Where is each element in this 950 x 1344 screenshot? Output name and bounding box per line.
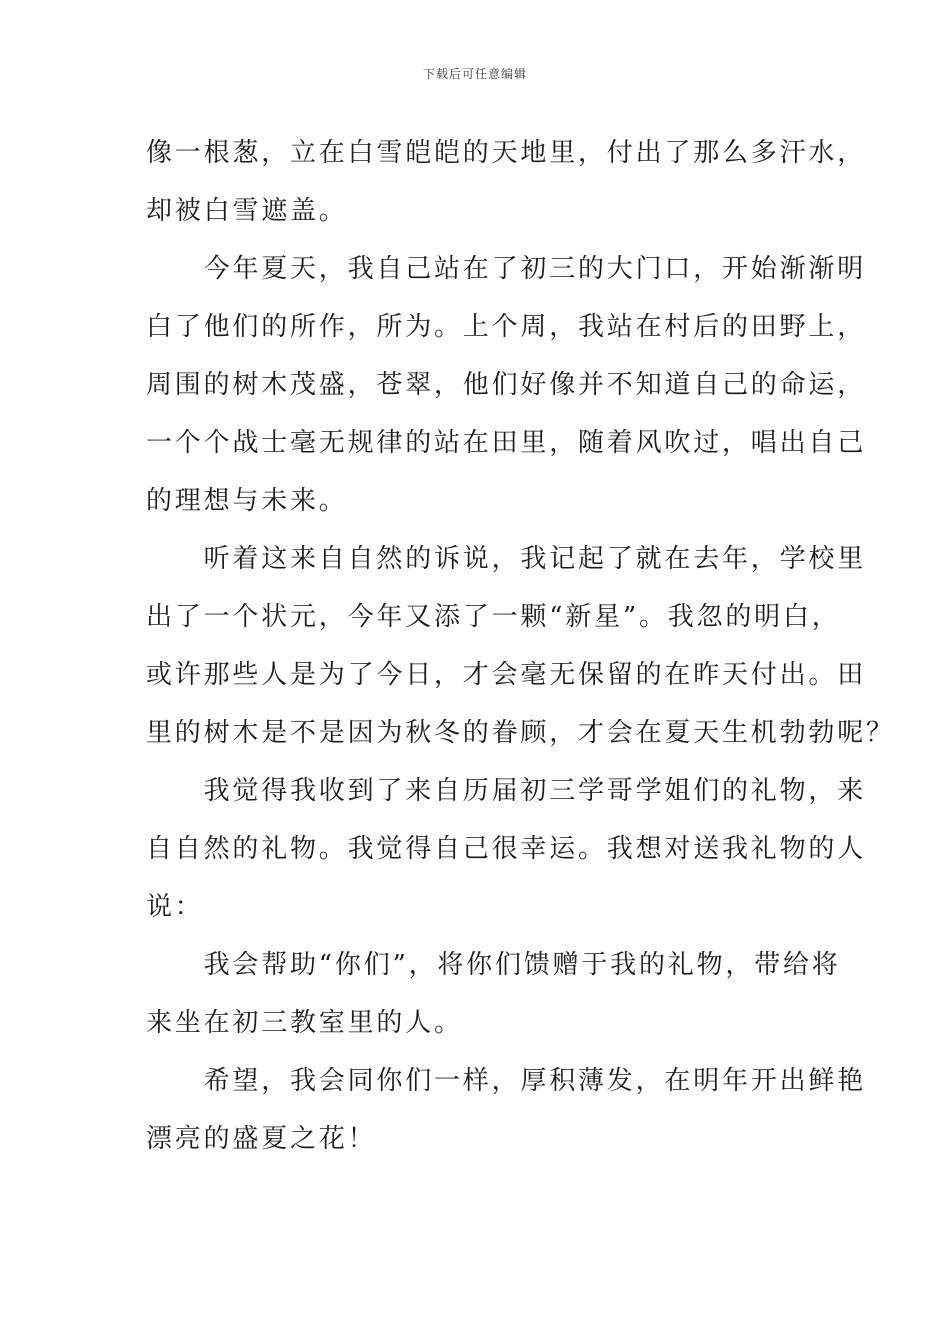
text-line: 说： [146, 892, 204, 922]
text-line: 里的树木是不是因为秋冬的眷顾，才会在夏天生机勃勃呢？ [146, 718, 895, 748]
text-line: 来坐在初三教室里的人。 [146, 1008, 463, 1038]
text-line: 白了他们的所作，所为。上个周，我站在村后的田野上， [146, 312, 867, 342]
text-line: 出了一个状元，今年又添了一颗“新星”。我忽的明白， [146, 602, 841, 632]
text-line: 希望，我会同你们一样，厚积薄发，在明年开出鲜艳 [146, 1066, 867, 1096]
text-line: 自自然的礼物。我觉得自己很幸运。我想对送我礼物的人 [146, 834, 867, 864]
text-line: 我觉得我收到了来自历届初三学哥学姐们的礼物，来 [146, 776, 867, 806]
text-line: 今年夏天，我自己站在了初三的大门口，开始渐渐明 [146, 254, 867, 284]
text-line: 一个个战士毫无规律的站在田里，随着风吹过，唱出自己 [146, 428, 867, 458]
page-header-note: 下载后可任意编辑 [422, 67, 527, 81]
essay-body [146, 124, 895, 1168]
text-line: 周围的树木茂盛，苍翠，他们好像并不知道自己的命运， [146, 370, 867, 400]
text-line: 的理想与未来。 [146, 486, 348, 516]
text-line: 我会帮助“你们”，将你们馈赠于我的礼物，带给将 [146, 950, 841, 980]
text-line: 听着这来自自然的诉说，我记起了就在去年，学校里 [146, 544, 867, 574]
text-line: 漂亮的盛夏之花！ [146, 1124, 377, 1154]
text-line: 却被白雪遮盖。 [146, 196, 348, 226]
text-line: 像一根葱，立在白雪皑皑的天地里，付出了那么多汗水， [146, 138, 867, 168]
text-line: 或许那些人是为了今日，才会毫无保留的在昨天付出。田 [146, 660, 867, 690]
